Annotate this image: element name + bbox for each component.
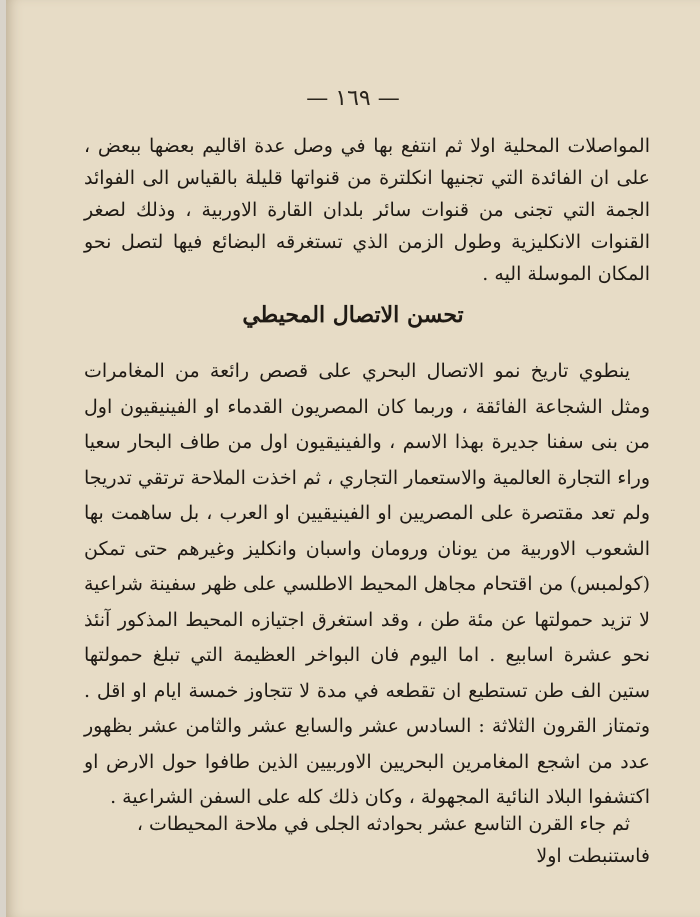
paragraph-3: ثم جاء القرن التاسع عشر بحوادثه الجلى في ملاحة المحيطات ، فاستنبطت اولا <box>136 813 650 867</box>
paragraph-1: المواصلات المحلية اولا ثم انتفع بها في وصل عدة اقاليم بعضها ببعض ، على ان الفائدة التي تجنيها انكلترة من قنواتها قليلة بالقياس الى الفوائد الجمة التي تجنى من قنوات سائر بلدان القارة الاوربية ، وذلك لصغر القنوات الانكليزية وطول الزمن الذي تستغرقه البضائع فيها لتصل نحو المكان الموسلة اليه . <box>84 135 650 285</box>
section-heading: تحسن الاتصال المحيطي <box>242 302 464 328</box>
paragraph-2: ينطوي تاريخ نمو الاتصال البحري على قصص رائعة من المغامرات ومثل الشجاعة الفائقة ، وربما كان المصريون القدماء او الفينيقيون اول من بنى سفنا جديرة بهذا الاسم ، والفينيقيون اول من طاف البحار سعيا وراء التجارة العالمية والاستعمار التجاري ، ثم اخذت الملاحة ترتقي تدريجا ولم تعد مقتصرة على المصريين او الفينيقيين او العرب ، بل ساهمت بها الشعوب الاوربية من يونان ورومان واسبان وانكليز وغيرهم حتى تمكن (كولمبس) من اقتحام مجاهل المحيط الاطلسي على ظهر سفينة شراعية لا تزيد حمولتها عن مئة طن ، وقد استغرق اجتيازه المحيط المذكور آنئذ نحو عشرة اسابيع . اما اليوم فان البواخر العظيمة التي تبلغ حمولتها ستين الف طن تستطيع ان تقطعه في مدة لا تتجاوز خمسة ايام او اقل . وتمتاز القرون الثلاثة : السادس عشر والسابع عشر والثامن عشر بظهور عدد من اشجع المغامرين البحريين الاوربيين الذين طافوا حول الارض او اكتشفوا البلاد النائية المجهولة ، وكان ذلك كله على السفن الشراعية . <box>84 360 650 808</box>
book-page <box>6 0 700 917</box>
page-number: — ١٦٩ — <box>306 86 400 111</box>
